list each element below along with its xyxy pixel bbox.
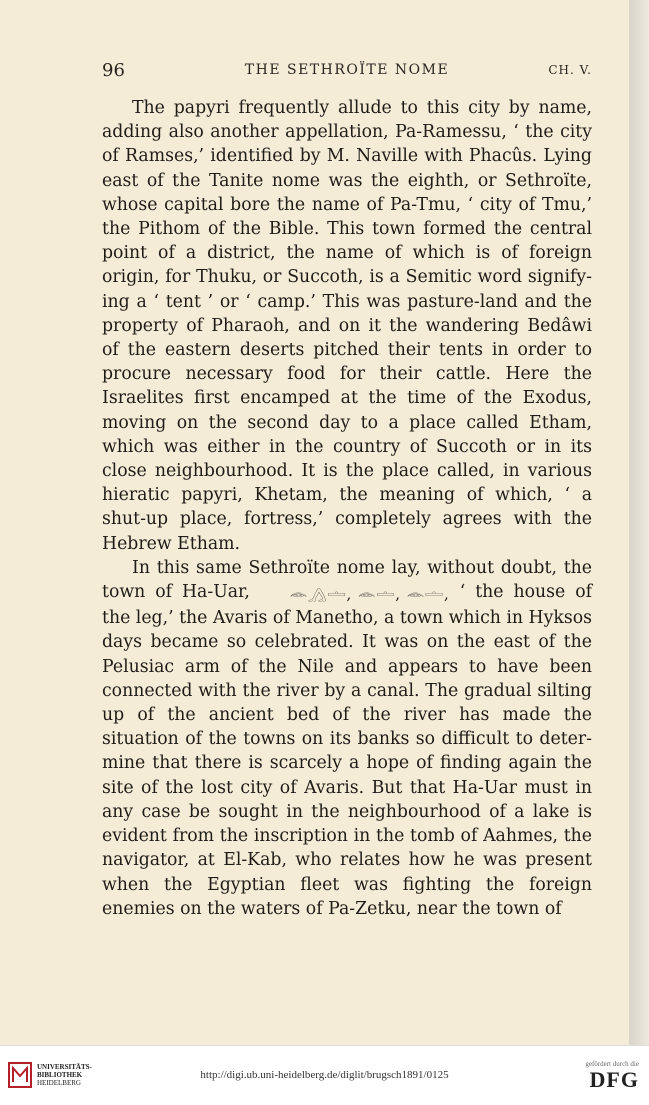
scan-edge (629, 0, 649, 1045)
dfg-logo: DFG (589, 1067, 639, 1092)
page-number: 96 (102, 60, 125, 81)
library-line-1: UNIVERSITÄTS- (37, 1063, 92, 1071)
paragraph-text: ‘ the house of the leg,’ the Avaris of Manetho, a town which in Hyksos days became so celebrated. It was on the east of the Pelusiac arm of the Nile and appears to have been connected with the river by a canal. The gradual silting up of the ancient bed of the river has made the situation of the towns on its banks so difficult to determine that there is scarcely a hope of finding again the site of the lost city of Avaris. But that Ha-Uar must in any case be sought in the neighbourhood of a lake is evident from the inscription in the tomb of Aahmes, the navigator, at El-Kab, who relates how he was present when the Egyptian fleet was fighting the foreign enemies on the waters of Pa-Zetku, near the town of (102, 582, 592, 919)
body-text (102, 96, 592, 921)
paragraph (102, 96, 592, 556)
chapter-label: CH. V. (548, 63, 592, 77)
funder-logo[interactable] (585, 1060, 639, 1092)
paragraph (102, 556, 592, 921)
page-header (102, 60, 592, 84)
running-title: THE SETHROÏTE NOME (244, 62, 450, 78)
paragraph-text: In this same Sethroïte nome lay, without doubt, the town of Ha-Uar, (102, 557, 592, 603)
library-line-3: HEIDELBERG (37, 1079, 81, 1087)
paragraph-text: The papyri frequently allude to this city by name, adding also another appellation, Pa-Ramessu, ‘ the city of Ramses,’ identified by M. Naville with Phacûs. Lying east of the Tanite nome was the eighth, or Sethroïte, whose capital bore the name of Pa-Tmu, ‘ city of Tmu,’ the Pithom of the Bible. This town formed the central point of a district, the name of which is of foreign origin, for Thuku, or Succoth, is a Semitic word signifying a ‘ tent ’ or ‘ camp.’ This was pasture-land and the property of Pharaoh, and on it the wandering Bedâwi of the eastern deserts pitched their tents in order to procure necessary food for their cattle. Here the Israelites first encamped at the time of the Exodus, moving on the second day to a place called Etham, which was either in the country of Succoth or in its close neighbourhood. It is the place called, in various hieratic papyri, Khetam, the meaning of which, ‘ a shut-up place, fortress,’ completely agrees with the Hebrew Etham. (102, 98, 592, 554)
library-line-2: BIBLIOTHEK (37, 1071, 83, 1079)
funding-caption: gefördert durch die (585, 1060, 639, 1068)
source-url[interactable]: http://digi.ub.uni-heidelberg.de/diglit/brugsch1891/0125 (200, 1069, 449, 1081)
hieroglyph-group: 𓂎𓂻𓏝, 𓂎𓏝, 𓂎𓏝, (289, 585, 450, 604)
